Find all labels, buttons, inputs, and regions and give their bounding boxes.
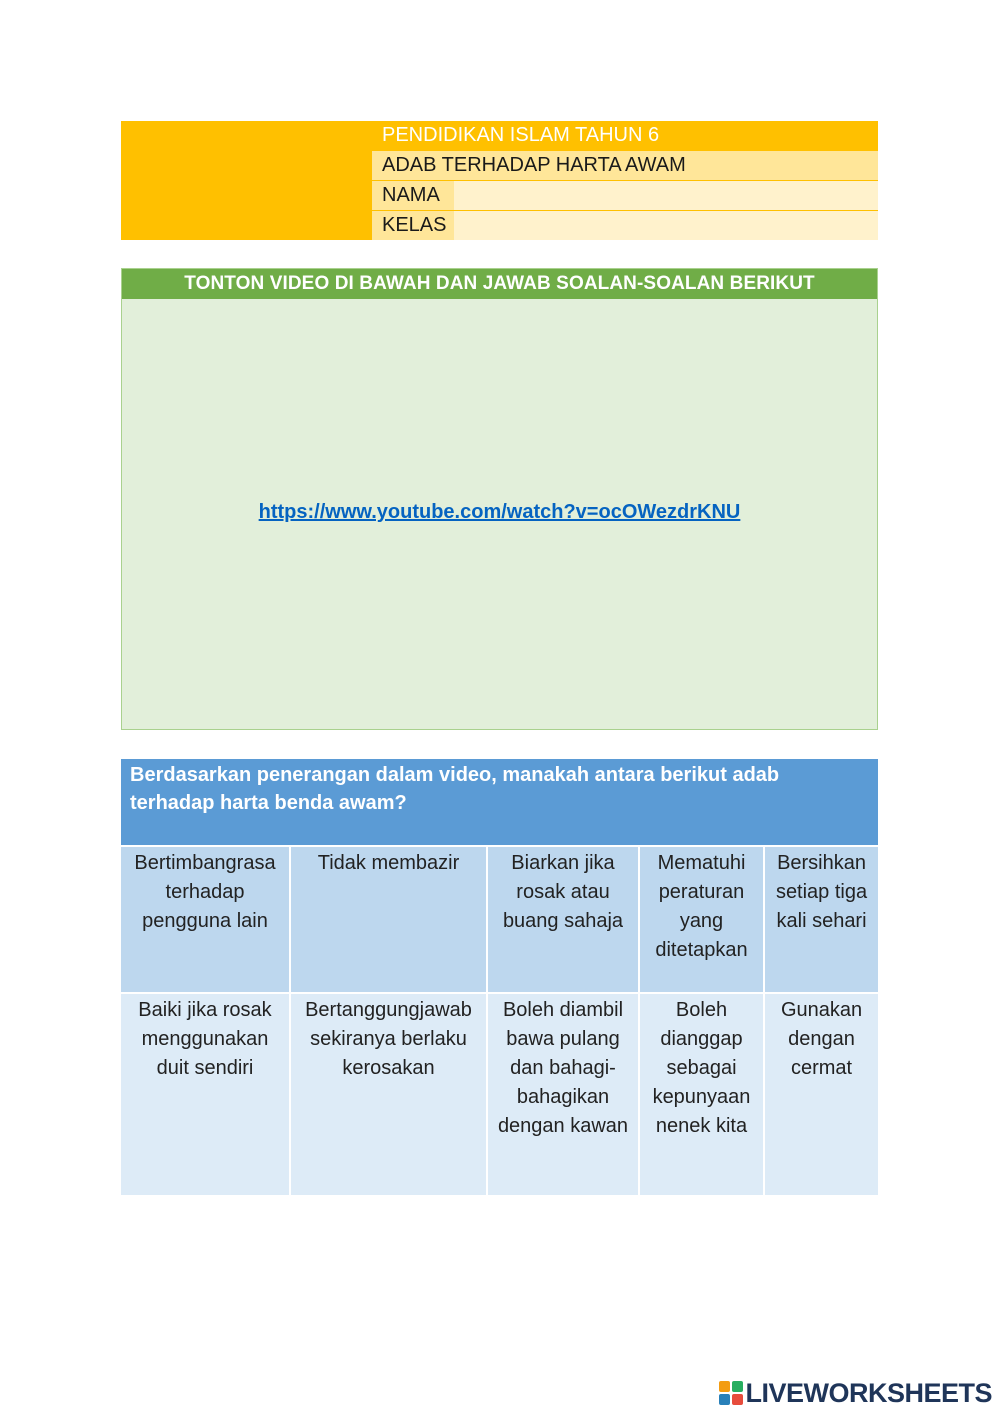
answer-option[interactable]: Mematuhi peraturan yang ditetapkan — [639, 846, 764, 993]
answer-option[interactable]: Bertanggungjawab sekiranya berlaku kerosakan — [290, 993, 487, 1195]
topic-title: ADAB TERHADAP HARTA AWAM — [372, 151, 878, 180]
liveworksheets-logo — [719, 1378, 992, 1408]
answer-option[interactable]: Boleh dianggap sebagai kepunyaan nenek kita — [639, 993, 764, 1195]
logo-text: LIVEWORKSHEETS — [745, 1377, 992, 1408]
answer-row-2 — [121, 993, 878, 1195]
answer-option[interactable]: Biarkan jika rosak atau buang sahaja — [487, 846, 639, 993]
worksheet-header — [121, 121, 878, 240]
answer-option[interactable]: Boleh diambil bawa pulang dan bahagi-bahagikan dengan kawan — [487, 993, 639, 1195]
class-row — [372, 211, 878, 240]
answer-option[interactable]: Baiki jika rosak menggunakan duit sendiri — [121, 993, 290, 1195]
answer-option[interactable]: Bersihkan setiap tiga kali sehari — [764, 846, 878, 993]
youtube-link[interactable]: https://www.youtube.com/watch?v=ocOWezdrKNU — [258, 501, 741, 523]
answer-option[interactable]: Bertimbangrasa terhadap pengguna lain — [121, 846, 290, 993]
answer-row-1 — [121, 846, 878, 993]
answer-option[interactable]: Gunakan dengan cermat — [764, 993, 878, 1195]
video-instruction: TONTON VIDEO DI BAWAH DAN JAWAB SOALAN-SOALAN BERIKUT — [122, 269, 877, 299]
name-field[interactable] — [456, 181, 878, 210]
video-section — [121, 268, 878, 730]
answer-option[interactable]: Tidak membazir — [290, 846, 487, 993]
name-row — [372, 181, 878, 210]
subject-title: PENDIDIKAN ISLAM TAHUN 6 — [372, 121, 878, 150]
question-table — [121, 759, 878, 1195]
liveworksheets-logo-icon — [719, 1381, 743, 1405]
class-field[interactable] — [456, 211, 878, 240]
class-label: KELAS — [372, 211, 456, 240]
question-text: Berdasarkan penerangan dalam video, manakah antara berikut adab terhadap harta benda awam? — [121, 759, 878, 846]
name-label: NAMA — [372, 181, 456, 210]
header-info — [372, 121, 878, 240]
header-color-block — [121, 121, 372, 240]
